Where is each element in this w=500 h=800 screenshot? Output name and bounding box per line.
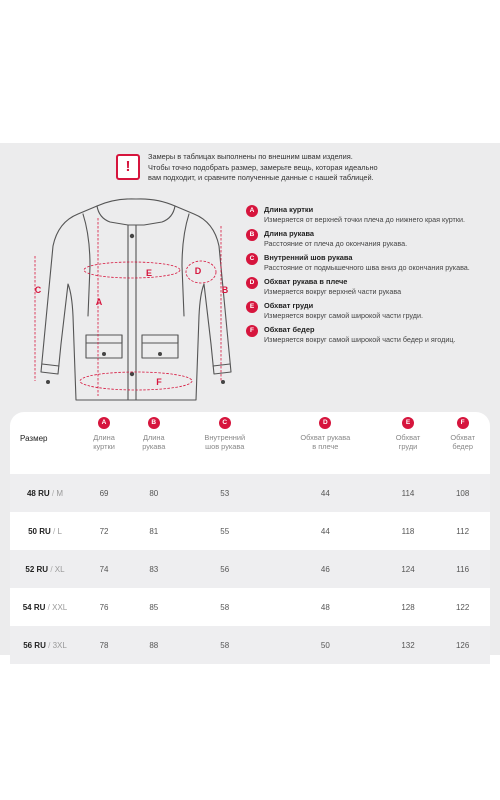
measurement-legend (246, 205, 496, 349)
pocket-flap-left (86, 335, 122, 343)
size-ru: 52 RU (25, 564, 49, 574)
table-cell: 81 (149, 526, 159, 536)
column-label: Обхват (395, 433, 421, 442)
table-cell: 44 (270, 474, 381, 512)
measure-a-label: A (95, 297, 103, 307)
letter-badge: C (219, 417, 231, 429)
size-separator: / (53, 526, 56, 536)
legend-item-d (246, 277, 496, 297)
letter-badge: A (246, 205, 258, 217)
table-cell: 53 (180, 474, 270, 512)
size-table-card (10, 412, 490, 652)
column-header-a (80, 417, 128, 474)
legend-title: Обхват груди (264, 301, 314, 310)
size-ru: 56 RU (23, 640, 46, 650)
legend-desc: Расстояние от подмышечного шва вниз до окончания рукава. (264, 263, 470, 272)
letter-badge: D (319, 417, 331, 429)
table-cell: 122 (455, 602, 470, 612)
pocket-flap-right (142, 335, 178, 343)
column-label: Длина (93, 433, 115, 442)
table-cell: 58 (220, 602, 230, 612)
table-cell: 88 (128, 626, 179, 664)
table-cell: 80 (128, 474, 179, 512)
legend-item-a (246, 205, 496, 225)
jacket-diagram (28, 196, 238, 408)
table-cell: 72 (99, 526, 109, 536)
legend-desc: Расстояние от плеча до окончания рукава. (264, 239, 408, 248)
table-cell: 74 (80, 550, 128, 588)
table-cell: 69 (80, 474, 128, 512)
size-ru: 54 RU (22, 602, 46, 612)
table-cell: 114 (381, 474, 436, 512)
legend-item-f (246, 325, 496, 345)
column-label: Длина (142, 433, 165, 442)
column-label: Обхват рукава (300, 433, 351, 442)
legend-title: Длина рукава (264, 229, 315, 238)
letter-badge: A (98, 417, 110, 429)
size-label (10, 626, 80, 664)
size-intl: M (56, 488, 64, 498)
table-cell: 76 (99, 602, 109, 612)
column-label: бедер (452, 442, 473, 451)
measure-b-label: B (221, 285, 229, 295)
table-cell: 83 (128, 550, 179, 588)
measure-d-label: D (194, 266, 202, 276)
jacket-collar (97, 199, 175, 225)
column-label: шов рукава (205, 442, 245, 451)
table-cell: 128 (401, 602, 415, 612)
legend-title: Обхват бедер (264, 325, 315, 334)
letter-badge: B (246, 229, 258, 241)
size-intl: L (57, 526, 62, 536)
size-column-header: Размер (20, 434, 48, 443)
cuff-left (42, 364, 59, 366)
notice-line: Чтобы точно подобрать размер, замерьте вещь, которая идеально (148, 162, 378, 172)
table-header-row (10, 417, 490, 474)
table-cell: 85 (149, 602, 159, 612)
legend-desc: Измеряется вокруг самой широкой части груди. (264, 311, 423, 320)
legend-item-b (246, 229, 496, 249)
jacket-shoulder-seam-right (182, 214, 189, 316)
exclamation-icon: ! (116, 154, 140, 180)
cuff-right (213, 364, 230, 366)
size-separator: / (51, 488, 55, 498)
size-separator: / (48, 640, 51, 650)
table-cell: 78 (80, 626, 128, 664)
legend-title: Длина куртки (264, 205, 314, 214)
table-cell: 112 (456, 526, 470, 536)
table-cell: 50 (270, 626, 381, 664)
column-label: рукава (142, 442, 166, 451)
table-cell: 116 (435, 550, 490, 588)
letter-badge: D (246, 277, 258, 289)
table-cell: 55 (220, 526, 230, 536)
size-intl: 3XL (52, 640, 67, 650)
notice-line: Замеры в таблицах выполнены по внешним швам изделия. (148, 152, 353, 161)
legend-title: Внутренний шов рукава (264, 253, 353, 262)
table-cell: 132 (381, 626, 436, 664)
legend-desc: Измеряется от верхней точки плеча до нижнего края куртки. (264, 215, 466, 224)
size-label (10, 474, 80, 512)
table-cell: 48 (320, 602, 330, 612)
letter-badge: F (457, 417, 469, 429)
table-cell: 46 (270, 550, 381, 588)
size-intl: XXL (52, 602, 68, 612)
column-label: куртки (93, 442, 115, 451)
table-row (10, 474, 490, 512)
table-cell: 56 (180, 550, 270, 588)
legend-item-e (246, 301, 496, 321)
letter-badge: F (246, 325, 258, 337)
letter-badge: E (246, 301, 258, 313)
size-separator: / (47, 602, 50, 612)
table-row (10, 588, 490, 626)
table-row (10, 626, 490, 664)
table-cell: 118 (401, 526, 415, 536)
measure-e-label: E (145, 268, 153, 278)
table-cell: 126 (435, 626, 490, 664)
notice-line: вам подходит, и сравните полученные данные с нашей таблицей. (148, 173, 374, 182)
size-label (10, 550, 80, 588)
legend-title: Обхват рукава в плече (264, 277, 348, 286)
jacket-shoulder-seam-left (83, 214, 90, 316)
size-ru: 50 RU (28, 526, 51, 536)
table-cell: 124 (381, 550, 436, 588)
column-header-f (435, 417, 490, 474)
table-cell: 44 (320, 526, 330, 536)
size-table (10, 417, 490, 664)
column-label: в плече (312, 442, 339, 451)
size-ru: 48 RU (26, 488, 50, 498)
column-header-b (128, 417, 179, 474)
legend-desc: Измеряется вокруг самой широкой части бедер и ягодиц. (264, 335, 456, 344)
column-label: Внутренний (204, 433, 246, 442)
size-intl: XL (54, 564, 65, 574)
letter-badge: B (148, 417, 160, 429)
letter-badge: C (246, 253, 258, 265)
size-label (10, 588, 80, 626)
table-cell: 108 (435, 474, 490, 512)
measure-f-label: F (156, 377, 162, 387)
size-separator: / (50, 564, 53, 574)
size-label (10, 512, 80, 550)
measure-c-label: C (34, 285, 42, 295)
table-row (10, 512, 490, 550)
column-header-c (180, 417, 270, 474)
column-header-e (381, 417, 436, 474)
column-label: Обхват (450, 433, 475, 442)
measurement-notice (116, 152, 496, 192)
table-cell: 58 (180, 626, 270, 664)
table-row (10, 550, 490, 588)
column-label: груди (398, 442, 418, 451)
notice-text (148, 152, 493, 184)
letter-badge: E (402, 417, 414, 429)
column-header-d (270, 417, 381, 474)
legend-item-c (246, 253, 496, 273)
legend-desc: Измеряется вокруг верхней части рукава (264, 287, 402, 296)
